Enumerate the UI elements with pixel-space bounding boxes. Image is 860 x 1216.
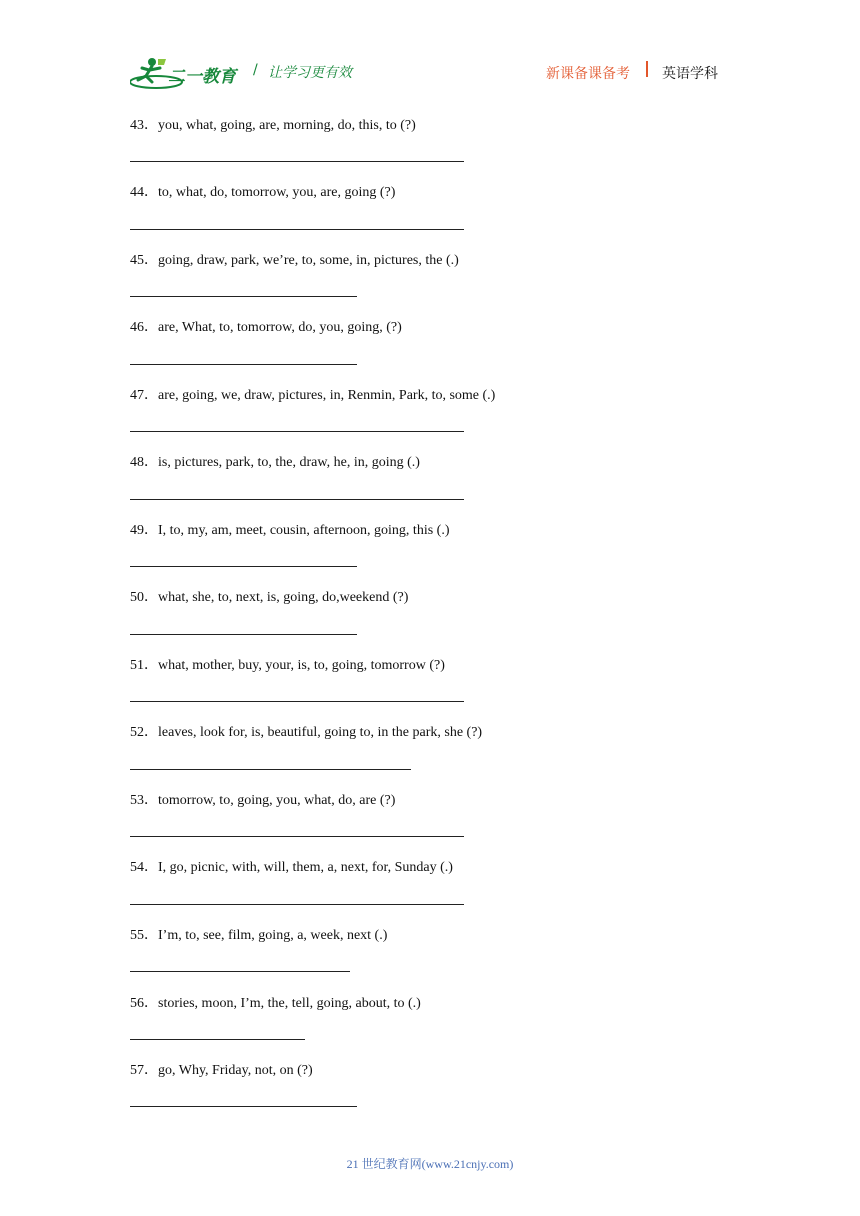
answer-line[interactable] xyxy=(130,904,464,905)
question-text: what, she, to, next, is, going, do,weekend (?) xyxy=(158,590,409,605)
question-number: 44． xyxy=(130,185,158,200)
question-text: I, to, my, am, meet, cousin, afternoon, going, this (.) xyxy=(158,523,450,538)
question-text: leaves, look for, is, beautiful, going to, in the park, she (?) xyxy=(158,725,483,740)
question-item xyxy=(130,924,387,944)
question-item xyxy=(130,856,453,876)
question-text: tomorrow, to, going, you, what, do, are (?) xyxy=(158,793,396,808)
logo-text: 二一教育 xyxy=(168,67,236,87)
question-text: going, draw, park, we’re, to, some, in, pictures, the (.) xyxy=(158,253,459,268)
page-header xyxy=(0,0,860,100)
answer-line[interactable] xyxy=(130,971,350,972)
question-text: are, What, to, tomorrow, do, you, going, (?) xyxy=(158,320,402,335)
question-item xyxy=(130,992,421,1012)
question-text: I’m, to, see, film, going, a, week, next (.) xyxy=(158,928,388,943)
question-number: 47． xyxy=(130,388,158,403)
question-text: stories, moon, I’m, the, tell, going, about, to (.) xyxy=(158,996,421,1011)
question-text: to, what, do, tomorrow, you, are, going (?) xyxy=(158,185,396,200)
answer-line[interactable] xyxy=(130,1106,357,1107)
question-item xyxy=(130,519,449,539)
answer-line[interactable] xyxy=(130,296,357,297)
question-text: go, Why, Friday, not, on (?) xyxy=(158,1063,313,1078)
answer-line[interactable] xyxy=(130,499,464,500)
question-item xyxy=(130,316,402,336)
question-item xyxy=(130,721,482,741)
question-text: I, go, picnic, with, will, them, a, next, for, Sunday (.) xyxy=(158,860,453,875)
course-label: 新课备课备考 xyxy=(546,66,630,82)
question-number: 52． xyxy=(130,725,158,740)
answer-line[interactable] xyxy=(130,161,464,162)
question-text: is, pictures, park, to, the, draw, he, in, going (.) xyxy=(158,455,420,470)
slogan-text: 让学习更有效 xyxy=(268,65,352,81)
question-item xyxy=(130,181,395,201)
question-number: 43． xyxy=(130,118,158,133)
question-number: 45． xyxy=(130,253,158,268)
answer-line[interactable] xyxy=(130,701,464,702)
question-number: 50． xyxy=(130,590,158,605)
question-number: 54． xyxy=(130,860,158,875)
question-item xyxy=(130,654,445,674)
question-item xyxy=(130,789,395,809)
question-item xyxy=(130,249,459,269)
question-number: 49． xyxy=(130,523,158,538)
answer-line[interactable] xyxy=(130,431,464,432)
question-item xyxy=(130,1059,313,1079)
question-item xyxy=(130,586,408,606)
question-text: you, what, going, are, morning, do, this, to (?) xyxy=(158,118,416,133)
answer-line[interactable] xyxy=(130,566,357,567)
question-text: are, going, we, draw, pictures, in, Renmin, Park, to, some (.) xyxy=(158,388,496,403)
question-number: 56． xyxy=(130,996,158,1011)
question-number: 48． xyxy=(130,455,158,470)
question-number: 51． xyxy=(130,658,158,673)
answer-line[interactable] xyxy=(130,836,464,837)
question-number: 46． xyxy=(130,320,158,335)
answer-line[interactable] xyxy=(130,364,357,365)
answer-line[interactable] xyxy=(130,634,357,635)
question-item xyxy=(130,114,416,134)
question-number: 57． xyxy=(130,1063,158,1078)
page-footer: 21 世纪教育网(www.21cnjy.com) xyxy=(346,1157,514,1171)
answer-line[interactable] xyxy=(130,769,411,770)
header-divider xyxy=(646,61,648,77)
question-number: 55． xyxy=(130,928,158,943)
question-item xyxy=(130,451,420,471)
slogan-divider: / xyxy=(253,62,258,78)
question-number: 53． xyxy=(130,793,158,808)
answer-line[interactable] xyxy=(130,229,464,230)
question-text: what, mother, buy, your, is, to, going, tomorrow (?) xyxy=(158,658,445,673)
question-item xyxy=(130,384,495,404)
answer-line[interactable] xyxy=(130,1039,305,1040)
subject-label: 英语学科 xyxy=(662,66,718,82)
